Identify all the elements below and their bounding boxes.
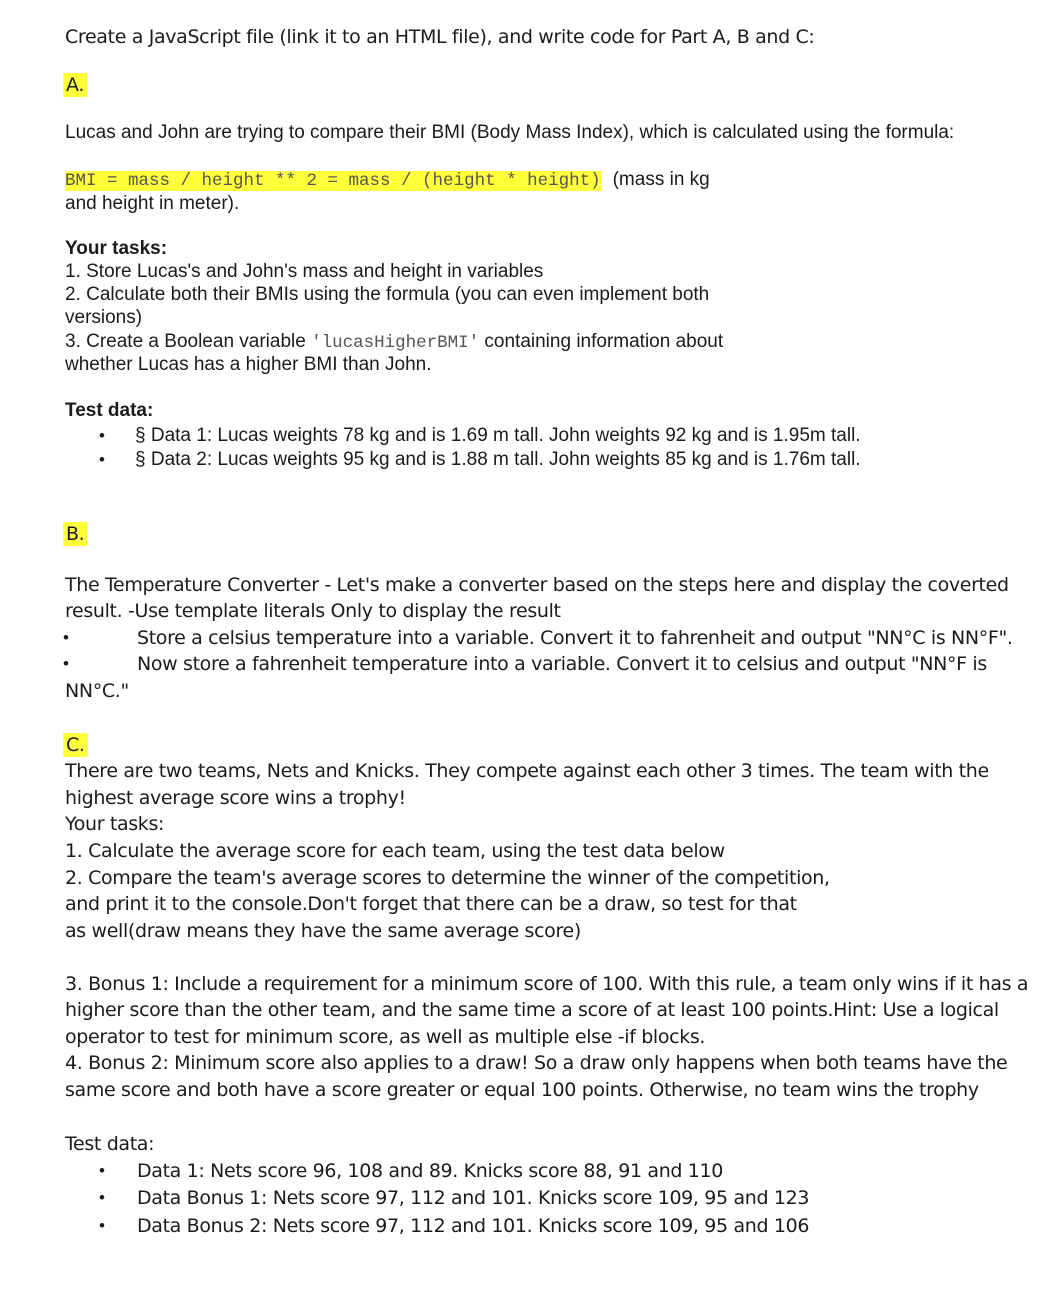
part-a-task-3	[65, 330, 723, 355]
bullet-icon: •	[99, 426, 105, 445]
part-b-step-2-cont: NN°C."	[65, 680, 129, 702]
bmi-formula: BMI = mass / height ** 2 = mass / (height * height)	[65, 171, 601, 191]
part-c-test-2: Data Bonus 1: Nets score 97, 112 and 101. Knicks score 109, 95 and 123	[137, 1187, 810, 1209]
part-c-task-2-cont2: as well(draw means they have the same average score)	[65, 920, 581, 942]
part-a-task-2-cont: versions)	[65, 307, 143, 328]
task-3-prefix: 3. Create a Boolean variable	[65, 331, 312, 352]
part-b-intro: The Temperature Converter - Let's make a converter based on the steps here and display the coverted	[65, 574, 1009, 596]
part-c-bonus-2: 4. Bonus 2: Minimum score also applies to a draw! So a draw only happens when both teams have the	[65, 1052, 1008, 1074]
part-b-label: B.	[63, 522, 87, 546]
part-c-intro: There are two teams, Nets and Knicks. They compete against each other 3 times. The team with the	[65, 760, 989, 782]
part-c-bonus-1-cont2: operator to test for minimum score, as well as multiple else -if blocks.	[65, 1026, 706, 1048]
part-c-bonus-2-cont: same score and both have a score greater or equal 100 points. Otherwise, no team wins the trophy	[65, 1079, 979, 1101]
part-c-test-1: Data 1: Nets score 96, 108 and 89. Knicks score 88, 91 and 110	[137, 1160, 724, 1182]
bullet-icon: •	[99, 1216, 105, 1235]
part-c-bonus-1: 3. Bonus 1: Include a requirement for a minimum score of 100. With this rule, a team only wins if it has a	[65, 973, 1029, 995]
part-c-test-3: Data Bonus 2: Nets score 97, 112 and 101. Knicks score 109, 95 and 106	[137, 1215, 810, 1237]
bullet-icon: •	[99, 1161, 105, 1180]
part-c-label: C.	[63, 733, 88, 757]
bmi-units: (mass in kg	[612, 169, 710, 190]
part-c-intro-cont: highest average score wins a trophy!	[65, 787, 406, 809]
task-3-code: 'lucasHigherBMI'	[311, 333, 480, 353]
part-c-task-2-cont: and print it to the console.Don't forget that there can be a draw, so test for that	[65, 893, 797, 915]
part-c-task-2: 2. Compare the team's average scores to determine the winner of the competition,	[65, 867, 830, 889]
bullet-icon: •	[63, 654, 69, 673]
document-heading: Create a JavaScript file (link it to an HTML file), and write code for Part A, B and C:	[65, 26, 815, 48]
task-3-suffix: containing information about	[479, 331, 724, 352]
part-a-test-1: § Data 1: Lucas weights 78 kg and is 1.69 m tall. John weights 92 kg and is 1.95m tall.	[135, 425, 861, 446]
bmi-formula-line	[65, 168, 710, 193]
part-b-step-2: Now store a fahrenheit temperature into a variable. Convert it to celsius and output "NN°F is	[137, 653, 987, 675]
bullet-icon: •	[63, 628, 69, 647]
part-c-test-heading: Test data:	[65, 1133, 155, 1155]
part-c-tasks-heading: Your tasks:	[65, 813, 165, 835]
part-a-label: A.	[63, 73, 87, 97]
part-a-intro: Lucas and John are trying to compare their BMI (Body Mass Index), which is calculated using the formula:	[65, 122, 955, 143]
part-a-task-2: 2. Calculate both their BMIs using the formula (you can even implement both	[65, 284, 710, 305]
part-a-test-2: § Data 2: Lucas weights 95 kg and is 1.88 m tall. John weights 85 kg and is 1.76m tall.	[135, 449, 861, 470]
bmi-units-cont: and height in meter).	[65, 193, 240, 214]
part-b-intro-cont: result. -Use template literals Only to display the result	[65, 600, 561, 622]
bullet-icon: •	[99, 450, 105, 469]
part-a-task-1: 1. Store Lucas's and John's mass and height in variables	[65, 261, 544, 282]
bullet-icon: •	[99, 1188, 105, 1207]
part-c-bonus-1-cont: higher score than the other team, and the same time a score of at least 100 points.Hint: Use a logical	[65, 999, 999, 1021]
part-a-tasks-heading: Your tasks:	[65, 238, 168, 259]
part-a-task-3-cont: whether Lucas has a higher BMI than John.	[65, 354, 432, 375]
part-c-task-1: 1. Calculate the average score for each team, using the test data below	[65, 840, 725, 862]
part-a-test-heading: Test data:	[65, 400, 154, 421]
part-b-step-1: Store a celsius temperature into a variable. Convert it to fahrenheit and output "NN°C is NN°F".	[137, 627, 1013, 649]
